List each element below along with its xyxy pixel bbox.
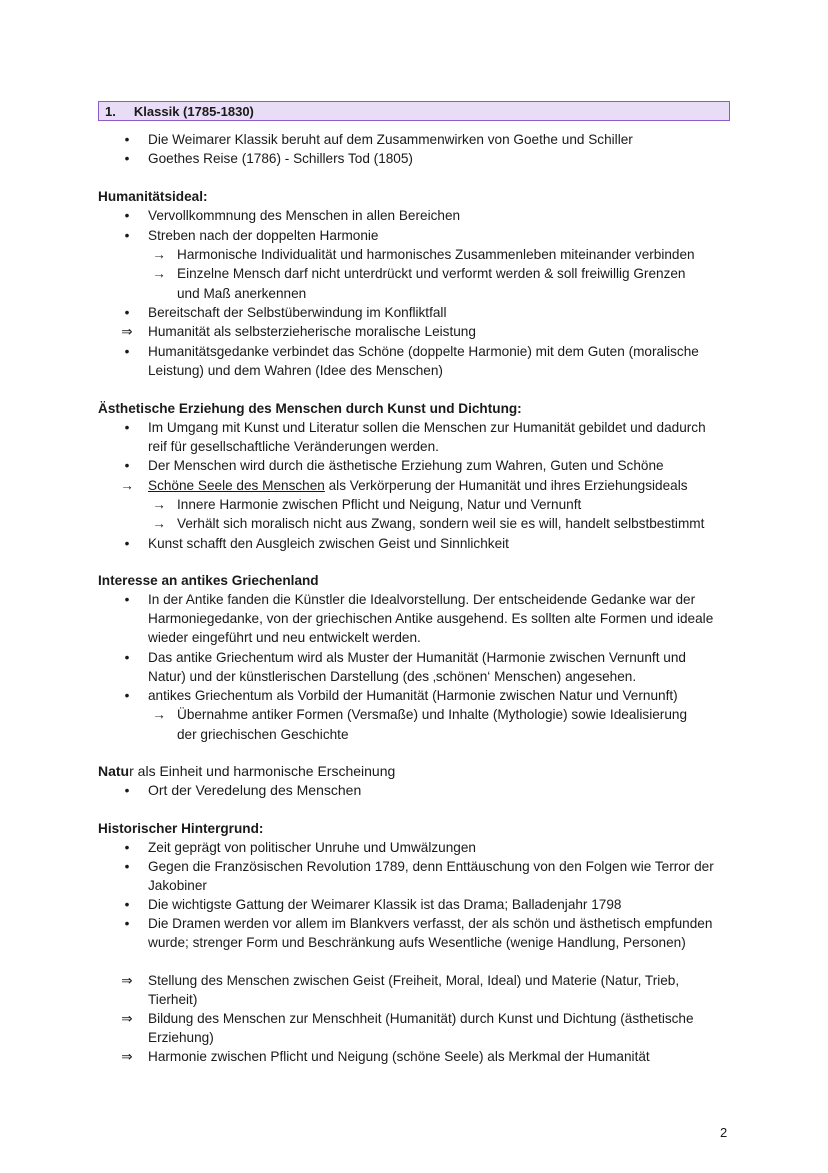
implies-icon: ⇒ [121,973,133,988]
bullet-icon [117,130,137,149]
natur-heading [98,762,395,781]
list-item: Humanität als selbsterzieherische moralische Leistung [148,324,476,339]
implies-icon: ⇒ [121,324,133,339]
bullet-icon [117,895,137,914]
natur-heading-bold: Natu [98,763,130,779]
arrow-icon: → [120,478,134,493]
aesthetik-heading: Ästhetische Erziehung des Menschen durch Kunst und Dichtung: [98,401,522,416]
section-heading [98,101,730,121]
summary-item: Stellung des Menschen zwischen Geist (Freiheit, Moral, Ideal) und Materie (Natur, Trieb, [148,973,680,988]
list-item: Bereitschaft der Selbstüberwindung im Konfliktfall [148,305,447,320]
list-item-continuation: Harmoniegedanke, von der griechischen Antike ausgehend. Es sollten alte Formen und ideale [148,611,714,626]
bullet-icon [117,838,137,857]
bullet-icon [117,857,137,876]
list-item: Der Menschen wird durch die ästhetische Erziehung zum Wahren, Guten und Schöne [148,458,664,473]
sub-item-continuation: und Maß anerkennen [177,286,307,301]
sub-item: Innere Harmonie zwischen Pflicht und Neigung, Natur und Vernunft [177,497,582,512]
summary-item: Bildung des Menschen zur Menschheit (Humanität) durch Kunst und Dichtung (ästhetische [148,1011,694,1026]
griechenland-heading: Interesse an antikes Griechenland [98,573,319,588]
bullet-icon [117,686,137,705]
section-number: 1. [105,104,116,119]
humanitaet-heading: Humanitätsideal: [98,189,208,204]
bullet-icon [117,418,137,437]
arrow-icon: → [152,516,166,531]
list-item: Die wichtigste Gattung der Weimarer Klassik ist das Drama; Balladenjahr 1798 [148,897,622,912]
list-item: Die Dramen werden vor allem im Blankvers verfasst, der als schön und ästhetisch empfunden [148,916,713,931]
bullet-icon [117,590,137,609]
arrow-icon: → [152,266,166,281]
bullet-icon [117,226,137,245]
list-item-continuation: wieder eingeführt und neu entwickelt werden. [148,630,421,645]
historie-heading: Historischer Hintergrund: [98,821,264,836]
bullet-icon [117,534,137,553]
list-item: antikes Griechentum als Vorbild der Humanität (Harmonie zwischen Natur und Vernunft) [148,688,678,703]
sub-item: Harmonische Individualität und harmonisches Zusammenleben miteinander verbinden [177,247,695,262]
sub-item: Verhält sich moralisch nicht aus Zwang, sondern weil sie es will, handelt selbstbestimmt [177,516,705,531]
list-item: Kunst schafft den Ausgleich zwischen Geist und Sinnlichkeit [148,536,509,551]
intro-item: Goethes Reise (1786) - Schillers Tod (1805) [148,151,413,166]
summary-item-continuation: Erziehung) [148,1030,214,1045]
schoene-seele-rest: als Verkörperung der Humanität und ihres Erziehungsideals [324,478,688,493]
list-item: Streben nach der doppelten Harmonie [148,228,379,243]
arrow-icon: → [152,707,166,722]
list-item: Ort der Veredelung des Menschen [148,782,362,798]
schoene-seele-term: Schöne Seele des Menschen [148,478,325,493]
list-item-continuation: Leistung) und dem Wahren (Idee des Menschen) [148,363,443,378]
bullet-icon [117,914,137,933]
bullet-icon [117,149,137,168]
summary-item-continuation: Tierheit) [148,992,198,1007]
list-item-continuation: reif für gesellschaftliche Veränderungen werden. [148,439,439,454]
arrow-icon: → [152,247,166,262]
list-item: Humanitätsgedanke verbindet das Schöne (doppelte Harmonie) mit dem Guten (moralische [148,344,699,359]
sub-item: Übernahme antiker Formen (Versmaße) und Inhalte (Mythologie) sowie Idealisierung [177,707,688,722]
summary-item: Harmonie zwischen Pflicht und Neigung (schöne Seele) als Merkmal der Humanität [148,1049,650,1064]
section-title: Klassik (1785-1830) [133,104,254,119]
implies-icon: ⇒ [121,1049,133,1064]
list-item-continuation: Jakobiner [148,878,207,893]
sub-item-continuation: der griechischen Geschichte [177,727,349,742]
bullet-icon [117,303,137,322]
intro-item: Die Weimarer Klassik beruht auf dem Zusammenwirken von Goethe und Schiller [148,132,633,147]
list-item: Das antike Griechentum wird als Muster der Humanität (Harmonie zwischen Vernunft und [148,650,686,665]
list-item: Gegen die Französischen Revolution 1789, denn Enttäuschung von den Folgen wie Terror der [148,859,714,874]
bullet-icon [117,342,137,361]
list-item: Zeit geprägt von politischer Unruhe und Umwälzungen [148,840,476,855]
implies-icon: ⇒ [121,1011,133,1026]
bullet-icon [117,781,137,800]
arrow-icon: → [152,497,166,512]
list-item-continuation: Natur) und der künstlerischen Darstellung (des ‚schönen‘ Menschen) angesehen. [148,669,637,684]
page-number: 2 [720,1125,728,1140]
list-item [148,476,688,495]
list-item: Vervollkommnung des Menschen in allen Bereichen [148,208,461,223]
list-item: In der Antike fanden die Künstler die Idealvorstellung. Der entscheidende Gedanke war der [148,592,696,607]
bullet-icon [117,648,137,667]
sub-item: Einzelne Mensch darf nicht unterdrückt und verformt werden & soll freiwillig Grenzen [177,266,686,281]
list-item-continuation: wurde; strenger Form und Beschränkung aufs Wesentliche (wenige Handlung, Personen) [148,935,686,950]
natur-heading-rest: r als Einheit und harmonische Erscheinung [129,763,396,779]
list-item: Im Umgang mit Kunst und Literatur sollen die Menschen zur Humanität gebildet und dadurch [148,420,706,435]
bullet-icon [117,206,137,225]
bullet-icon [117,456,137,475]
